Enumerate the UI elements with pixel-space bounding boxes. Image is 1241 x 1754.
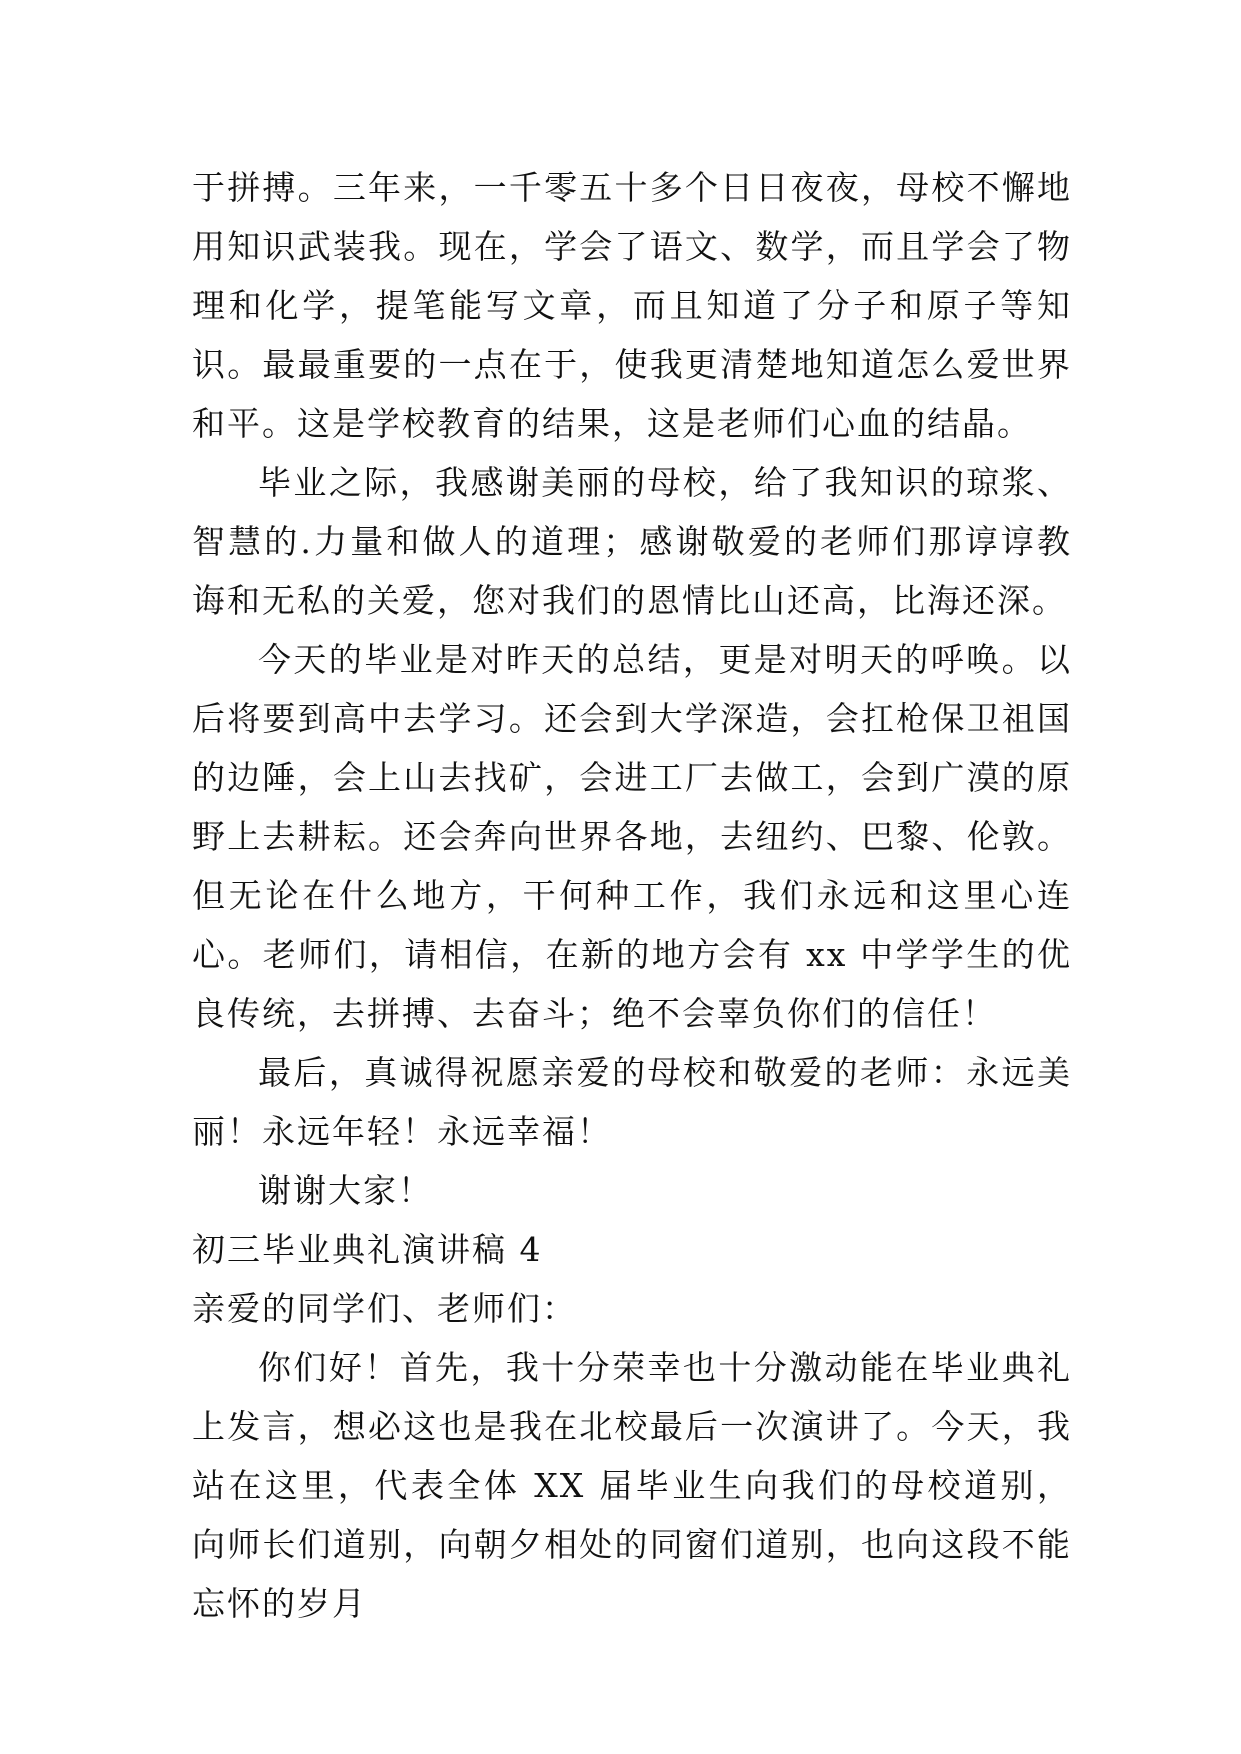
section-title: 初三毕业典礼演讲稿 4 <box>192 1230 543 1269</box>
paragraph-future: 今天的毕业是对昨天的总结，更是对明天的呼唤。以后将要到高中去学习。还会到大学深造，会扛枪保卫祖国的边陲，会上山去找矿，会进工厂去做工，会到广漠的原野上去耕耘。还会奔向世界各地，去纽约、巴黎、伦敦。但无论在什么地方，干何种工作，我们永远和这里心连心。老师们，请相信，在新的地方会有 xx 中学学生的优良传统，去拼搏、去奋斗；绝不会辜负你们的信任！ <box>192 640 1072 1033</box>
paragraph-thanks: 谢谢大家！ <box>258 1171 433 1210</box>
paragraph-continuation: 于拼搏。三年来，一千零五十多个日日夜夜，母校不懈地用知识武装我。现在，学会了语文、数学，而且学会了物理和化学，提笔能写文章，而且知道了分子和原子等知识。最最重要的一点在于，使我更清楚地知道怎么爱世界和平。这是学校教育的结果，这是老师们心血的结晶。 <box>192 168 1072 443</box>
document-body <box>192 158 1072 1633</box>
salutation: 亲爱的同学们、老师们： <box>192 1289 577 1328</box>
paragraph-gratitude: 毕业之际，我感谢美丽的母校，给了我知识的琼浆、智慧的.力量和做人的道理；感谢敬爱的老师们那谆谆教诲和无私的关爱，您对我们的恩情比山还高，比海还深。 <box>192 463 1072 620</box>
paragraph-wishes: 最后，真诚得祝愿亲爱的母校和敬爱的老师：永远美丽！永远年轻！永远幸福！ <box>192 1053 1072 1151</box>
paragraph-opening: 你们好！首先，我十分荣幸也十分激动能在毕业典礼上发言，想必这也是我在北校最后一次演讲了。今天，我站在这里，代表全体 XX 届毕业生向我们的母校道别，向师长们道别，向朝夕相处的同窗们道别，也向这段不能忘怀的岁月 <box>192 1348 1072 1623</box>
